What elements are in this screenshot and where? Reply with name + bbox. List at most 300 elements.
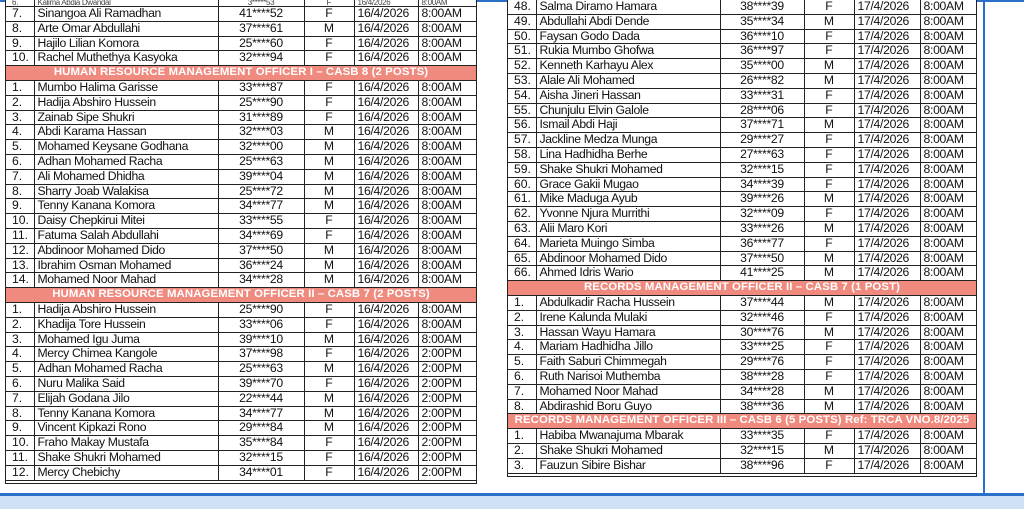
interview-date: 17/4/2026 (854, 340, 920, 355)
table-row (508, 325, 976, 340)
candidate-name: Mercy Chimea Kangole (34, 347, 218, 362)
interview-time: 8:00AM (920, 147, 976, 162)
id-number: 32****03 (218, 125, 304, 140)
id-number: 32****15 (720, 443, 804, 458)
id-number: 25****72 (218, 184, 304, 199)
interview-time: 8:00AM (418, 317, 476, 332)
id-number: 25****63 (218, 362, 304, 377)
id-number: 29****84 (218, 421, 304, 436)
id-number: 35****00 (720, 59, 804, 74)
id-number: 38****96 (720, 458, 804, 473)
interview-time: 8:00AM (920, 443, 976, 458)
row-number: 1. (6, 80, 34, 95)
interview-date: 16/4/2026 (354, 332, 418, 347)
gender: F (804, 162, 854, 177)
table-row (508, 162, 976, 177)
interview-date: 17/4/2026 (854, 14, 920, 29)
gender: M (804, 399, 854, 414)
id-number: 34****77 (218, 406, 304, 421)
row-number: 2. (6, 317, 34, 332)
id-number: 32****15 (218, 450, 304, 465)
interview-date: 17/4/2026 (854, 355, 920, 370)
interview-date: 16/4/2026 (354, 21, 418, 36)
interview-time: 2:00PM (418, 376, 476, 391)
interview-time: 8:00AM (920, 59, 976, 74)
interview-date: 16/4/2026 (354, 7, 418, 22)
interview-date: 16/4/2026 (354, 199, 418, 214)
interview-time: 8:00AM (920, 44, 976, 59)
interview-time: 2:00PM (418, 406, 476, 421)
candidate-name: Nuru Malika Said (34, 376, 218, 391)
candidate-name: Abdulkadir Racha Hussein (536, 295, 720, 310)
candidate-name: Hajilo Lilian Komora (34, 36, 218, 51)
interview-date: 17/4/2026 (854, 251, 920, 266)
candidate-name: Hadija Abshiro Hussein (34, 95, 218, 110)
interview-time: 8:00AM (920, 14, 976, 29)
id-number: 34****69 (218, 228, 304, 243)
gender: M (304, 154, 354, 169)
interview-time: 8:00AM (418, 214, 476, 229)
table-row (6, 21, 476, 36)
table-row (6, 184, 476, 199)
id-number: 39****10 (218, 332, 304, 347)
gender: M (304, 273, 354, 288)
id-number: 22****44 (218, 391, 304, 406)
row-number: 8. (6, 406, 34, 421)
id-number: 38****36 (720, 399, 804, 414)
id-number: 32****15 (720, 162, 804, 177)
interview-date: 16/4/2026 (354, 450, 418, 465)
id-number: 37****44 (720, 295, 804, 310)
gender: M (804, 325, 854, 340)
table-row (6, 7, 476, 22)
right-schedule-table (508, 0, 976, 474)
id-number: 33****25 (720, 340, 804, 355)
interview-time: 8:00AM (920, 236, 976, 251)
row-number: 10. (6, 214, 34, 229)
interview-date: 17/4/2026 (854, 325, 920, 340)
candidate-name: Shake Shukri Mohamed (536, 443, 720, 458)
interview-date: 16/4/2026 (354, 184, 418, 199)
id-number: 32****09 (720, 207, 804, 222)
candidate-name: Chunjulu Elvin Galole (536, 103, 720, 118)
section-header (508, 281, 976, 296)
gender: F (304, 347, 354, 362)
interview-time: 8:00AM (418, 51, 476, 66)
table-row (6, 465, 476, 480)
interview-time: 8:00AM (418, 169, 476, 184)
candidate-name: Alale Ali Mohamed (536, 73, 720, 88)
row-number: 7. (6, 169, 34, 184)
candidate-name: Sharry Joab Walakisa (34, 184, 218, 199)
interview-time: 8:00AM (418, 140, 476, 155)
table-row (508, 14, 976, 29)
id-number: 34****01 (218, 465, 304, 480)
id-number: 25****90 (218, 95, 304, 110)
gender: M (804, 14, 854, 29)
interview-time: 8:00AM (920, 0, 976, 14)
gender: F (804, 133, 854, 148)
id-number: 32****46 (720, 310, 804, 325)
interview-time: 8:00AM (920, 133, 976, 148)
row-number: 64. (508, 236, 536, 251)
table-row (508, 118, 976, 133)
candidate-name: Kalima Abdia Dwandal (34, 0, 218, 7)
table-row (6, 391, 476, 406)
candidate-name: Sinangoa Ali Ramadhan (34, 7, 218, 22)
table-row (508, 443, 976, 458)
gender: F (304, 51, 354, 66)
gender: F (804, 458, 854, 473)
interview-time: 2:00PM (418, 362, 476, 377)
candidate-name: Rachel Muthethya Kasyoka (34, 51, 218, 66)
id-number: 34****77 (218, 199, 304, 214)
interview-time: 8:00AM (418, 21, 476, 36)
interview-date: 17/4/2026 (854, 59, 920, 74)
row-number: 52. (508, 59, 536, 74)
candidate-name: Faysan Godo Dada (536, 29, 720, 44)
interview-date: 16/4/2026 (354, 258, 418, 273)
interview-time: 8:00AM (920, 192, 976, 207)
interview-time: 2:00PM (418, 436, 476, 451)
table-row (6, 80, 476, 95)
interview-time: 8:00AM (920, 458, 976, 473)
interview-date: 16/4/2026 (354, 243, 418, 258)
id-number: 33****35 (720, 429, 804, 444)
interview-time: 8:00AM (920, 266, 976, 281)
interview-date: 17/4/2026 (854, 118, 920, 133)
bottom-rule (0, 493, 1024, 509)
table-row (508, 236, 976, 251)
interview-time: 8:00AM (920, 162, 976, 177)
gender: M (804, 192, 854, 207)
candidate-name: Shake Shukri Mohamed (536, 162, 720, 177)
row-number: 6. (6, 376, 34, 391)
interview-date: 16/4/2026 (354, 228, 418, 243)
table-row (6, 125, 476, 140)
id-number: 25****90 (218, 302, 304, 317)
gender: M (804, 118, 854, 133)
table-row (508, 88, 976, 103)
candidate-name: Fauzun Sibire Bishar (536, 458, 720, 473)
section-header (6, 288, 476, 303)
row-number: 2. (508, 443, 536, 458)
interview-date: 16/4/2026 (354, 376, 418, 391)
row-number: 1. (508, 429, 536, 444)
id-number: 33****87 (218, 80, 304, 95)
row-number: 58. (508, 147, 536, 162)
id-number: 37****71 (720, 118, 804, 133)
interview-time: 8:00AM (920, 355, 976, 370)
interview-time: 8:00AM (418, 125, 476, 140)
row-number: 57. (508, 133, 536, 148)
interview-date: 17/4/2026 (854, 221, 920, 236)
candidate-name: Aisha Jineri Hassan (536, 88, 720, 103)
interview-time: 8:00AM (920, 399, 976, 414)
interview-time: 8:00AM (418, 36, 476, 51)
section-title: HUMAN RESOURCE MANAGEMENT OFFICER II – CASB 7 (2 POSTS) (6, 288, 476, 303)
id-number: 39****26 (720, 192, 804, 207)
interview-time: 2:00PM (418, 391, 476, 406)
interview-date: 17/4/2026 (854, 458, 920, 473)
row-number: 12. (6, 243, 34, 258)
table-row (6, 228, 476, 243)
interview-time: 8:00AM (418, 243, 476, 258)
interview-time: 8:00AM (920, 177, 976, 192)
id-number: 28****06 (720, 103, 804, 118)
row-number: 8. (6, 184, 34, 199)
gender: F (804, 0, 854, 14)
interview-date: 16/4/2026 (354, 140, 418, 155)
table-row (508, 0, 976, 14)
id-number: 34****28 (218, 273, 304, 288)
id-number: 32****94 (218, 51, 304, 66)
table-row (508, 207, 976, 222)
candidate-name: Abdullahi Abdi Dende (536, 14, 720, 29)
id-number: 33****26 (720, 221, 804, 236)
table-row (508, 44, 976, 59)
gender: F (804, 88, 854, 103)
candidate-name: Mariam Hadhidha Jillo (536, 340, 720, 355)
interview-time: 8:00AM (418, 199, 476, 214)
id-number: 37****50 (720, 251, 804, 266)
table-row (508, 147, 976, 162)
table-row (508, 310, 976, 325)
interview-date: 17/4/2026 (854, 443, 920, 458)
gender: F (804, 369, 854, 384)
gender: M (304, 184, 354, 199)
row-number: 10. (6, 436, 34, 451)
interview-date: 16/4/2026 (354, 436, 418, 451)
table-row (6, 376, 476, 391)
candidate-name: Abdi Karama Hassan (34, 125, 218, 140)
row-number: 7. (6, 7, 34, 22)
gender: F (804, 236, 854, 251)
gender: M (304, 332, 354, 347)
interview-date: 16/4/2026 (354, 154, 418, 169)
table-row (508, 177, 976, 192)
candidate-name: Alii Maro Kori (536, 221, 720, 236)
candidate-name: Arte Omar Abdullahi (34, 21, 218, 36)
gender: F (304, 317, 354, 332)
gender: F (304, 376, 354, 391)
id-number: 3*****53 (218, 0, 304, 7)
table-row (6, 273, 476, 288)
id-number: 31****89 (218, 110, 304, 125)
section-title: HUMAN RESOURCE MANAGEMENT OFFICER I – CASB 8 (2 POSTS) (6, 66, 476, 81)
interview-date: 17/4/2026 (854, 103, 920, 118)
table-row (508, 266, 976, 281)
interview-date: 17/4/2026 (854, 147, 920, 162)
gender: F (304, 450, 354, 465)
right-schedule-column (507, 0, 977, 477)
row-number: 9. (6, 199, 34, 214)
gender: F (304, 302, 354, 317)
interview-date: 17/4/2026 (854, 369, 920, 384)
candidate-name: Ruth Narisoi Muthemba (536, 369, 720, 384)
interview-date: 16/4/2026 (354, 317, 418, 332)
candidate-name: Habiba Mwanajuma Mbarak (536, 429, 720, 444)
gender: M (304, 362, 354, 377)
row-number: 3. (508, 325, 536, 340)
interview-date: 17/4/2026 (854, 133, 920, 148)
row-number: 6. (6, 0, 34, 7)
gender: M (304, 21, 354, 36)
id-number: 34****28 (720, 384, 804, 399)
table-row (6, 421, 476, 436)
interview-date: 17/4/2026 (854, 73, 920, 88)
table-row (508, 73, 976, 88)
table-row (6, 302, 476, 317)
table-row (6, 243, 476, 258)
table-row (6, 436, 476, 451)
table-row (6, 154, 476, 169)
table-row (6, 332, 476, 347)
interview-time: 8:00AM (920, 369, 976, 384)
candidate-name: Mohamed Noor Mahad (34, 273, 218, 288)
row-number: 66. (508, 266, 536, 281)
candidate-name: Rukia Mumbo Ghofwa (536, 44, 720, 59)
table-row (6, 347, 476, 362)
interview-date: 16/4/2026 (354, 36, 418, 51)
row-number: 9. (6, 36, 34, 51)
interview-time: 8:00AM (920, 73, 976, 88)
candidate-name: Tenny Kanana Komora (34, 406, 218, 421)
interview-time: 8:00AM (418, 258, 476, 273)
interview-date: 16/4/2026 (354, 169, 418, 184)
interview-time: 8:00AM (418, 302, 476, 317)
gender: F (804, 147, 854, 162)
interview-time: 2:00PM (418, 421, 476, 436)
row-number: 13. (6, 258, 34, 273)
gender: F (804, 207, 854, 222)
interview-date: 17/4/2026 (854, 429, 920, 444)
id-number: 41****52 (218, 7, 304, 22)
id-number: 39****70 (218, 376, 304, 391)
gender: F (804, 29, 854, 44)
table-row (6, 51, 476, 66)
table-row (508, 133, 976, 148)
interview-date: 17/4/2026 (854, 162, 920, 177)
interview-date: 17/4/2026 (854, 192, 920, 207)
candidate-name: Abdinoor Mohamed Dido (34, 243, 218, 258)
interview-time: 8:00AM (418, 228, 476, 243)
table-row (508, 340, 976, 355)
candidate-name: Ahmed Idris Wario (536, 266, 720, 281)
interview-date: 16/4/2026 (354, 362, 418, 377)
table-row (508, 251, 976, 266)
id-number: 38****28 (720, 369, 804, 384)
table-row (6, 450, 476, 465)
interview-time: 2:00PM (418, 347, 476, 362)
sheet-edge (983, 0, 985, 493)
interview-time: 8:00AM (920, 295, 976, 310)
table-row (508, 384, 976, 399)
interview-date: 17/4/2026 (854, 88, 920, 103)
interview-date: 16/4/2026 (354, 302, 418, 317)
table-row (508, 429, 976, 444)
gender: F (304, 7, 354, 22)
gender: M (804, 384, 854, 399)
gender: F (804, 177, 854, 192)
gender: M (804, 221, 854, 236)
left-schedule-table (6, 0, 476, 481)
candidate-name: Jackline Medza Munga (536, 133, 720, 148)
interview-time: 8:00AM (418, 273, 476, 288)
candidate-name: Ismail Abdi Haji (536, 118, 720, 133)
interview-time: 2:00PM (418, 465, 476, 480)
interview-time: 8:00AM (418, 95, 476, 110)
row-number: 56. (508, 118, 536, 133)
table-row (508, 295, 976, 310)
gender: M (304, 391, 354, 406)
candidate-name: Lina Hadhidha Berhe (536, 147, 720, 162)
table-row (508, 221, 976, 236)
row-number: 53. (508, 73, 536, 88)
gender: M (304, 406, 354, 421)
id-number: 29****27 (720, 133, 804, 148)
table-row (6, 258, 476, 273)
table-row (508, 192, 976, 207)
gender: F (304, 436, 354, 451)
id-number: 33****06 (218, 317, 304, 332)
row-number: 1. (6, 302, 34, 317)
row-number: 5. (6, 362, 34, 377)
candidate-name: Ibrahim Osman Mohamed (34, 258, 218, 273)
row-number: 4. (508, 340, 536, 355)
table-row (6, 406, 476, 421)
table-row (508, 458, 976, 473)
gender: M (304, 421, 354, 436)
interview-date: 17/4/2026 (854, 207, 920, 222)
gender: M (804, 295, 854, 310)
id-number: 29****76 (720, 355, 804, 370)
candidate-name: Fraho Makay Mustafa (34, 436, 218, 451)
interview-date: 16/4/2026 (354, 406, 418, 421)
candidate-name: Mohamed Noor Mahad (536, 384, 720, 399)
row-number: 4. (6, 347, 34, 362)
candidate-name: Elijah Godana Jilo (34, 391, 218, 406)
interview-time: 8:00AM (920, 340, 976, 355)
interview-time: 8:00AM (920, 325, 976, 340)
table-row (508, 399, 976, 414)
interview-time: 8:00AM (920, 384, 976, 399)
table-row (6, 140, 476, 155)
row-number: 61. (508, 192, 536, 207)
interview-date: 17/4/2026 (854, 295, 920, 310)
candidate-name: Fatuma Salah Abdullahi (34, 228, 218, 243)
id-number: 36****10 (720, 29, 804, 44)
row-number: 65. (508, 251, 536, 266)
id-number: 32****00 (218, 140, 304, 155)
candidate-name: Mohamed Keysane Godhana (34, 140, 218, 155)
row-number: 8. (6, 21, 34, 36)
table-row (508, 369, 976, 384)
interview-date: 17/4/2026 (854, 0, 920, 14)
gender: F (304, 110, 354, 125)
gender: F (804, 310, 854, 325)
candidate-name: Kenneth Karhayu Alex (536, 59, 720, 74)
candidate-name: Mercy Chebichy (34, 465, 218, 480)
interview-date: 16/4/2026 (354, 465, 418, 480)
row-number: 3. (508, 458, 536, 473)
table-row (6, 110, 476, 125)
interview-time: 8:00AM (920, 221, 976, 236)
gender: M (804, 443, 854, 458)
gender: M (304, 243, 354, 258)
candidate-name: Vincent Kipkazi Rono (34, 421, 218, 436)
interview-date: 17/4/2026 (854, 177, 920, 192)
